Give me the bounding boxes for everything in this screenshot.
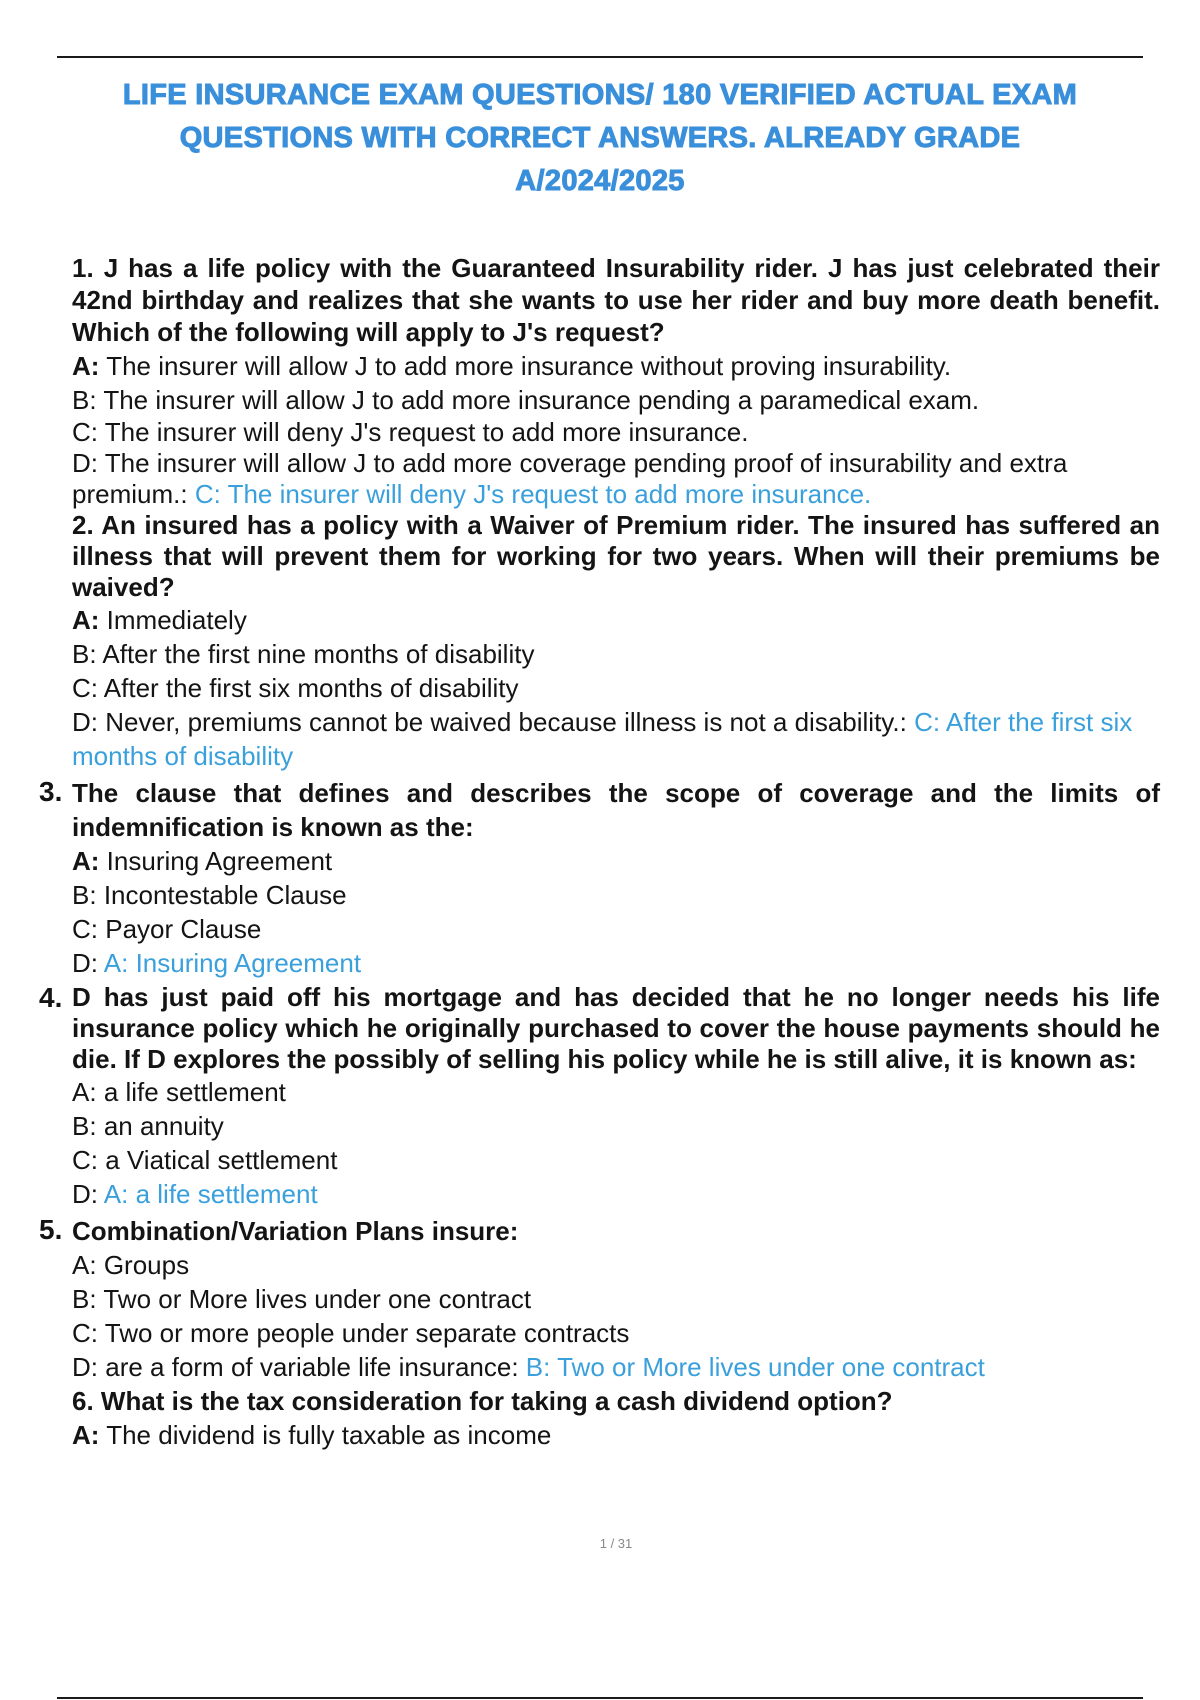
correct-answer: C: The insurer will deny J's request to add more insurance. [194,479,872,509]
question-text: D has just paid off his mortgage and has decided that he no longer needs his life insurance policy which he originally purchased to cover the house payments should he die. If D explores the possibly of selling his policy while he is still alive, it is known as: [72,982,1160,1074]
correct-answer: B: Two or More lives under one contract [525,1352,985,1382]
option-b: B: Two or More lives under one contract [72,1284,532,1314]
correct-answer: C: After the first six months of disability [72,707,1133,771]
option-d: D: A: Insuring Agreement [72,948,362,978]
question-2 [72,510,1160,773]
title-line-1: LIFE INSURANCE EXAM QUESTIONS/ 180 VERIFIED ACTUAL EXAM [122,79,1078,111]
question-5 [39,1214,1160,1384]
question-text: 1. J has a life policy with the Guaranteed Insurability rider. J has just celebrated their 42nd birthday and realizes that she wants to use her rider and buy more death benefit. Which of the following will apply to J's request? [72,253,1160,347]
title-line-2: QUESTIONS WITH CORRECT ANSWERS. ALREADY GRADE [179,122,1021,154]
option-a: A: The dividend is fully taxable as income [72,1420,552,1450]
option-a: A: a life settlement [72,1077,286,1107]
document-title [60,74,1140,203]
option-c: C: The insurer will deny J's request to add more insurance. [72,417,749,447]
option-d: D: A: a life settlement [72,1179,318,1209]
question-1 [72,252,1160,510]
option-b: B: Incontestable Clause [72,880,347,910]
option-c: C: a Viatical settlement [72,1145,338,1175]
option-a: A: Insuring Agreement [72,846,333,876]
question-number: 4. [39,982,63,1013]
option-a: A: The insurer will allow J to add more insurance without proving insurability. [72,351,952,381]
option-b: B: an annuity [72,1111,224,1141]
option-d: D: are a form of variable life insurance: B: Two or More lives under one contract [72,1352,985,1382]
question-number: 3. [39,776,63,807]
option-b: B: After the first nine months of disability [72,639,535,669]
question-number: 1. [72,253,94,283]
title-line-3: A/2024/2025 [515,165,685,197]
question-6 [72,1384,1160,1452]
option-c: C: After the first six months of disability [72,673,519,703]
question-list [39,252,1160,1452]
question-text: 6. What is the tax consideration for taking a cash dividend option? [72,1386,893,1416]
top-rule [57,56,1143,58]
option-a: A: Groups [72,1250,190,1280]
option-b: B: The insurer will allow J to add more insurance pending a paramedical exam. [72,385,980,415]
bottom-rule [57,1697,1143,1699]
option-d: D: Never, premiums cannot be waived because illness is not a disability.: C: After the first six months of disability [72,707,1133,771]
question-3 [39,776,1160,980]
correct-answer: A: Insuring Agreement [103,948,362,978]
question-number: 6. [72,1386,94,1416]
option-d: D: The insurer will allow J to add more coverage pending proof of insurability and extra premium.: C: The insurer will deny J's request to add more insurance. [72,448,1068,509]
option-a: A: Immediately [72,605,247,635]
question-4 [39,982,1160,1211]
question-text: Combination/Variation Plans insure: [72,1216,519,1246]
question-number: 2. [72,510,94,540]
option-c: C: Payor Clause [72,914,262,944]
option-c: C: Two or more people under separate contracts [72,1318,630,1348]
question-text: 2. An insured has a policy with a Waiver of Premium rider. The insured has suffered an illness that will prevent them for working for two years. When will their premiums be waived? [72,510,1160,602]
question-number: 5. [39,1214,63,1245]
correct-answer: A: a life settlement [103,1179,318,1209]
question-text: The clause that defines and describes the scope of coverage and the limits of indemnification is known as the: [72,778,1160,842]
page-indicator: 1 / 31 [599,1536,633,1551]
